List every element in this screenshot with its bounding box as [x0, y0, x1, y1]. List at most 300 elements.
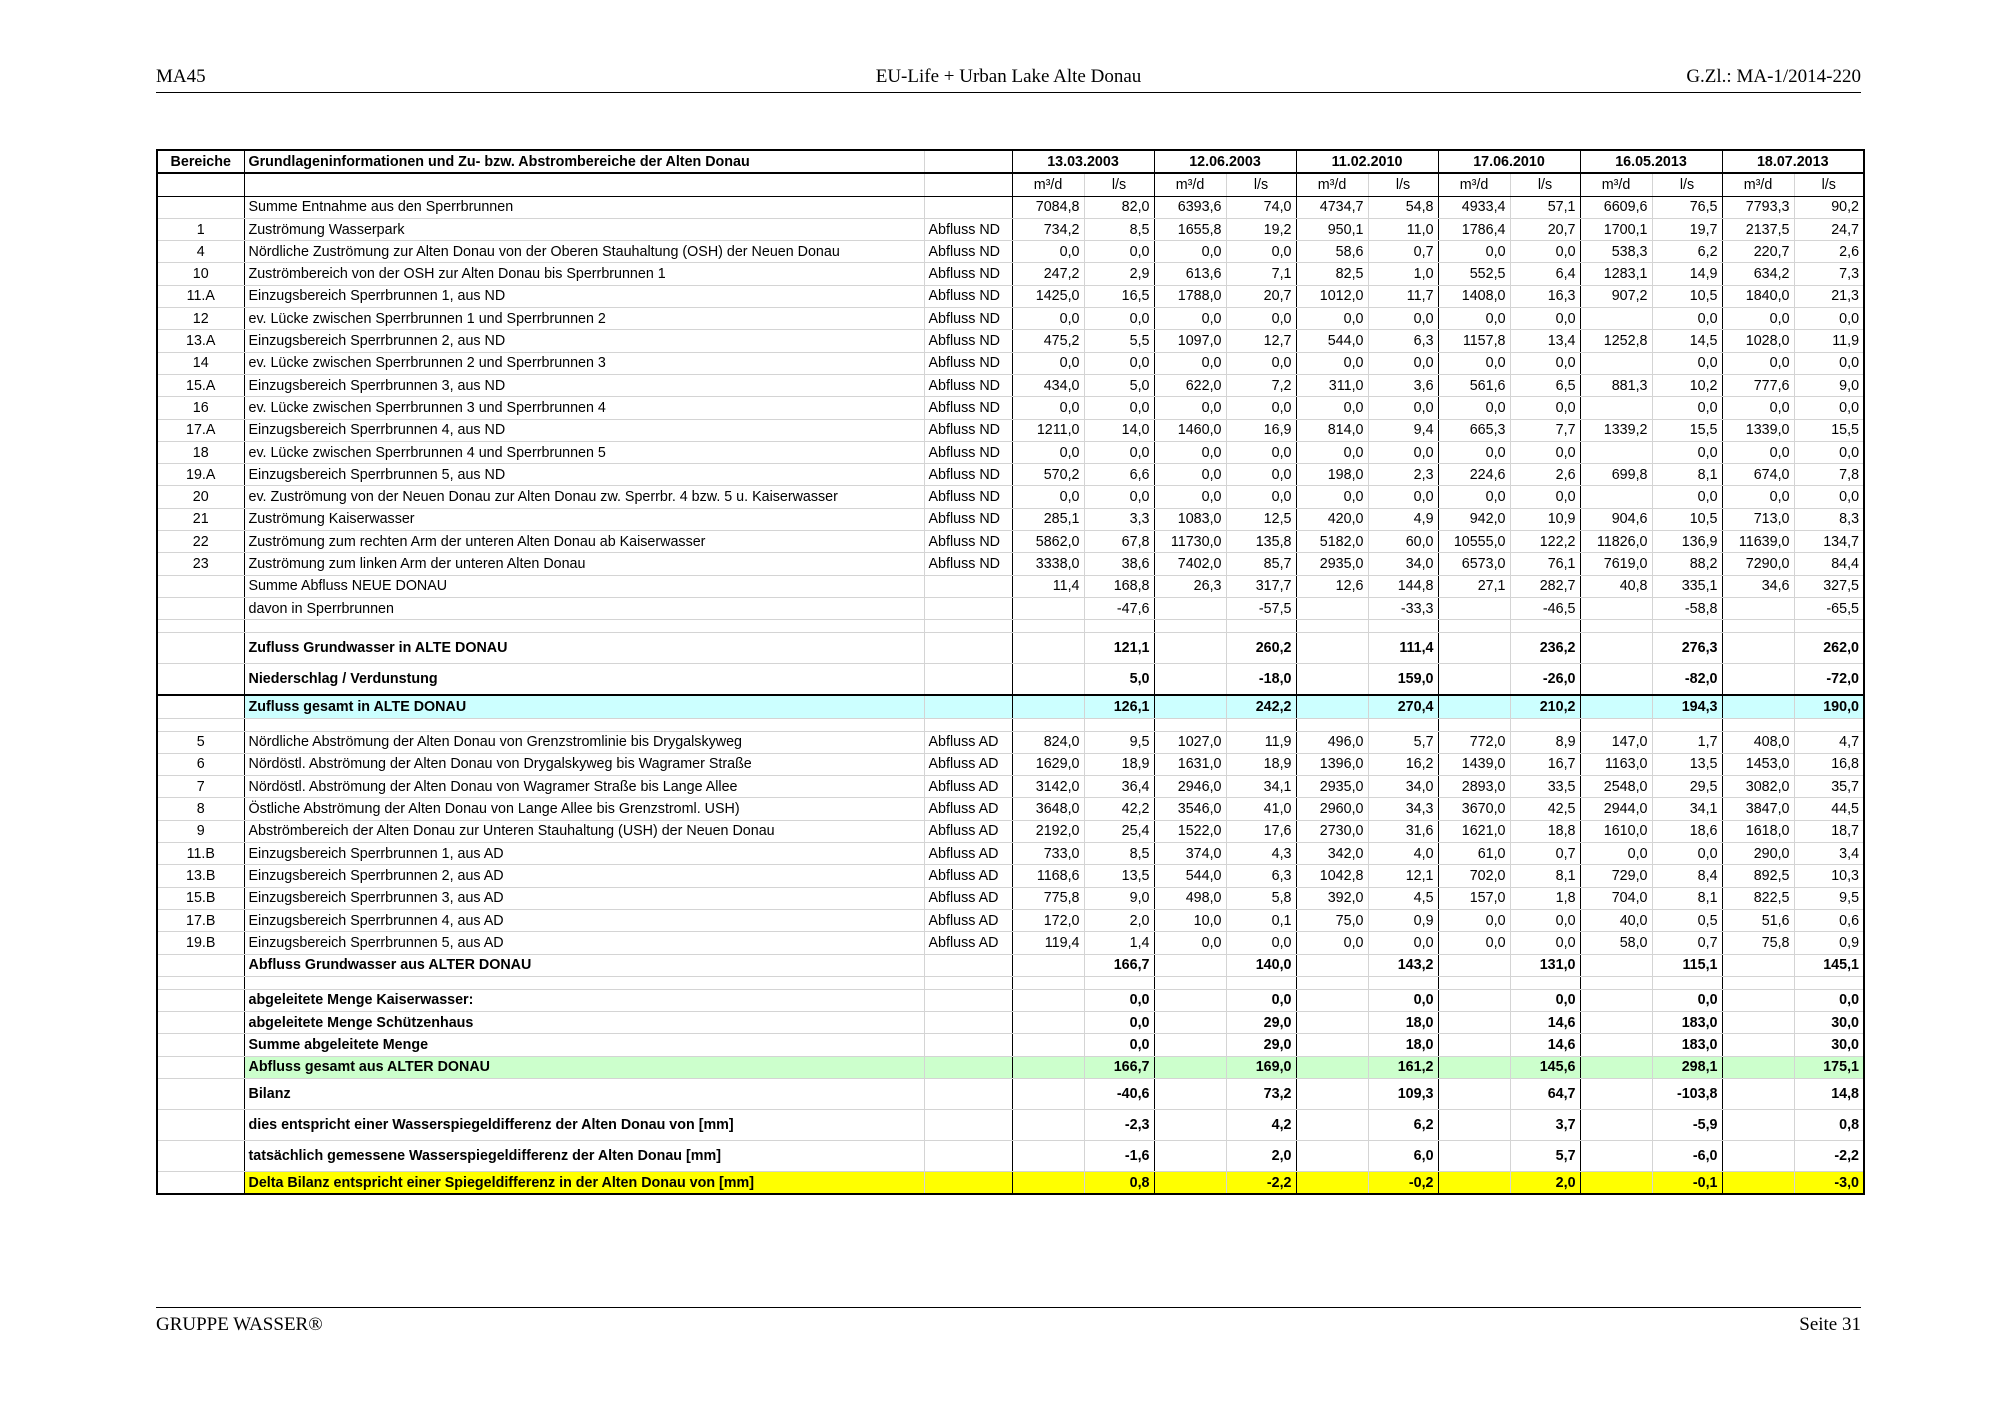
table-cell [1084, 718, 1154, 731]
bereich-id: 22 [157, 531, 244, 553]
summary-description: abgeleitete Menge Kaiserwasser: [244, 989, 924, 1011]
row-value: 29,0 [1226, 1034, 1296, 1056]
row-type [924, 1034, 1012, 1056]
unit-m3d: m³/d [1438, 173, 1510, 196]
row-description: Zuströmung zum linken Arm der unteren Alten Donau [244, 553, 924, 575]
summary-row [157, 1078, 1864, 1109]
row-value: -40,6 [1084, 1078, 1154, 1109]
page-footer [156, 1307, 1861, 1342]
row-value [1580, 1034, 1652, 1056]
row-value [1438, 1171, 1510, 1194]
row-value [1722, 1056, 1794, 1078]
table-cell [1154, 718, 1226, 731]
bereich-id: 13.B [157, 865, 244, 887]
row-description: Nördliche Abströmung der Alten Donau von Grenzstromlinie bis Drygalskyweg [244, 731, 924, 753]
row-value: 0,0 [1154, 441, 1226, 463]
row-value: 6,2 [1368, 1109, 1438, 1140]
row-value: 166,7 [1084, 954, 1154, 976]
row-type: Abfluss ND [924, 218, 1012, 240]
row-value [1012, 664, 1084, 696]
summary-description: Abfluss Grundwasser aus ALTER DONAU [244, 954, 924, 976]
row-description: ev. Lücke zwischen Sperrbrunnen 2 und Sperrbrunnen 3 [244, 352, 924, 374]
row-value: 665,3 [1438, 419, 1510, 441]
row-value: 7619,0 [1580, 553, 1652, 575]
row-value: 538,3 [1580, 241, 1652, 263]
row-value: 0,9 [1368, 909, 1438, 931]
row-value: 11,9 [1794, 330, 1864, 352]
row-type: Abfluss AD [924, 843, 1012, 865]
row-description: Einzugsbereich Sperrbrunnen 4, aus AD [244, 909, 924, 931]
row-value [1722, 695, 1794, 718]
row-value: 136,9 [1652, 531, 1722, 553]
row-value: 4,3 [1226, 843, 1296, 865]
row-value: 131,0 [1510, 954, 1580, 976]
row-value: 2946,0 [1154, 776, 1226, 798]
row-value [1296, 597, 1368, 619]
bereich-id: 19.B [157, 932, 244, 954]
row-value: 4,0 [1368, 843, 1438, 865]
row-value: 0,0 [1580, 843, 1652, 865]
row-value: 0,0 [1510, 397, 1580, 419]
row-value: 822,5 [1722, 887, 1794, 909]
row-value: 73,2 [1226, 1078, 1296, 1109]
table-cell [1652, 718, 1722, 731]
row-value: 40,0 [1580, 909, 1652, 931]
row-value: 16,3 [1510, 285, 1580, 307]
row-value: 824,0 [1012, 731, 1084, 753]
row-value: 270,4 [1368, 695, 1438, 718]
row-value: 2,9 [1084, 263, 1154, 285]
table-cell [1438, 976, 1510, 989]
row-value: 19,2 [1226, 218, 1296, 240]
row-value: 172,0 [1012, 909, 1084, 931]
row-value: 0,5 [1652, 909, 1722, 931]
row-value: 317,7 [1226, 575, 1296, 597]
row-value: 0,0 [1652, 843, 1722, 865]
row-value: 85,7 [1226, 553, 1296, 575]
row-value: 126,1 [1084, 695, 1154, 718]
row-value: 0,0 [1652, 308, 1722, 330]
row-value: 19,7 [1652, 218, 1722, 240]
row-value: 0,0 [1438, 932, 1510, 954]
row-value [1296, 633, 1368, 664]
table-row [157, 196, 1864, 218]
row-value: 6393,6 [1154, 196, 1226, 218]
row-value: 734,2 [1012, 218, 1084, 240]
row-value: 10,3 [1794, 865, 1864, 887]
row-value: 475,2 [1012, 330, 1084, 352]
row-value: 342,0 [1296, 843, 1368, 865]
row-value: 1786,4 [1438, 218, 1510, 240]
row-description: ev. Lücke zwischen Sperrbrunnen 4 und Sperrbrunnen 5 [244, 441, 924, 463]
row-type [924, 989, 1012, 1011]
row-value: 814,0 [1296, 419, 1368, 441]
row-value: 1629,0 [1012, 753, 1084, 775]
row-description: Einzugsbereich Sperrbrunnen 3, aus AD [244, 887, 924, 909]
table-cell [1368, 718, 1438, 731]
row-value: 224,6 [1438, 464, 1510, 486]
spacer-row [157, 620, 1864, 633]
row-value [1154, 1034, 1226, 1056]
row-value: 210,2 [1510, 695, 1580, 718]
row-description: Einzugsbereich Sperrbrunnen 3, aus ND [244, 374, 924, 396]
table-cell [924, 173, 1012, 196]
footer-right: Seite 31 [1799, 1314, 1861, 1335]
row-value: 729,0 [1580, 865, 1652, 887]
row-value: 236,2 [1510, 633, 1580, 664]
table-row [157, 263, 1864, 285]
bereich-id: 16 [157, 397, 244, 419]
table-row [157, 865, 1864, 887]
header-center: EU-Life + Urban Lake Alte Donau [875, 66, 1142, 87]
row-value: 12,7 [1226, 330, 1296, 352]
row-value: 9,0 [1084, 887, 1154, 909]
row-value: 0,0 [1226, 989, 1296, 1011]
row-value: 90,2 [1794, 196, 1864, 218]
row-value: 2,0 [1226, 1140, 1296, 1171]
row-value: 1083,0 [1154, 508, 1226, 530]
row-value: 0,0 [1510, 932, 1580, 954]
row-value: 34,1 [1652, 798, 1722, 820]
row-value: 0,0 [1438, 352, 1510, 374]
summary-description: Zufluss Grundwasser in ALTE DONAU [244, 633, 924, 664]
row-value [1722, 597, 1794, 619]
bereich-id [157, 1171, 244, 1194]
row-value: 881,3 [1580, 374, 1652, 396]
row-value: 2893,0 [1438, 776, 1510, 798]
row-value: 0,1 [1226, 909, 1296, 931]
row-value: 13,4 [1510, 330, 1580, 352]
table-row [157, 932, 1864, 954]
row-value: 12,1 [1368, 865, 1438, 887]
row-value [1580, 1078, 1652, 1109]
unit-ls: l/s [1084, 173, 1154, 196]
summary-row [157, 695, 1864, 718]
bereich-id: 17.A [157, 419, 244, 441]
row-value: 0,0 [1226, 397, 1296, 419]
row-value [1438, 1012, 1510, 1034]
row-value: -26,0 [1510, 664, 1580, 696]
row-value: 12,6 [1296, 575, 1368, 597]
row-value [1580, 352, 1652, 374]
row-value: 25,4 [1084, 820, 1154, 842]
row-value: 3670,0 [1438, 798, 1510, 820]
table-cell [1368, 620, 1438, 633]
row-value: 7,2 [1226, 374, 1296, 396]
row-value [1438, 597, 1510, 619]
row-value: 1655,8 [1154, 218, 1226, 240]
unit-m3d: m³/d [1722, 173, 1794, 196]
row-value [1580, 441, 1652, 463]
row-type: Abfluss AD [924, 909, 1012, 931]
row-value: 0,0 [1722, 308, 1794, 330]
row-value: 892,5 [1722, 865, 1794, 887]
row-value: 1618,0 [1722, 820, 1794, 842]
row-value: 18,7 [1794, 820, 1864, 842]
row-description: Zuströmung zum rechten Arm der unteren Alten Donau ab Kaiserwasser [244, 531, 924, 553]
row-value: 88,2 [1652, 553, 1722, 575]
summary-description: Bilanz [244, 1078, 924, 1109]
row-value [1012, 633, 1084, 664]
row-value: 119,4 [1012, 932, 1084, 954]
row-value: 285,1 [1012, 508, 1084, 530]
row-value: 0,0 [1368, 486, 1438, 508]
row-value: 0,7 [1510, 843, 1580, 865]
row-value: 16,8 [1794, 753, 1864, 775]
table-cell [1722, 976, 1794, 989]
row-value: 702,0 [1438, 865, 1510, 887]
row-type: Abfluss ND [924, 330, 1012, 352]
row-type: Abfluss ND [924, 285, 1012, 307]
row-value: 247,2 [1012, 263, 1084, 285]
row-value: 34,0 [1368, 553, 1438, 575]
row-value: 115,1 [1652, 954, 1722, 976]
row-value: 1439,0 [1438, 753, 1510, 775]
row-value: 6609,6 [1580, 196, 1652, 218]
row-value: 2,0 [1084, 909, 1154, 931]
row-value: 144,8 [1368, 575, 1438, 597]
row-value: 1,4 [1084, 932, 1154, 954]
row-value: 7,3 [1794, 263, 1864, 285]
row-value: 8,1 [1510, 865, 1580, 887]
row-value: 30,0 [1794, 1012, 1864, 1034]
row-value: -57,5 [1226, 597, 1296, 619]
row-value [1012, 1034, 1084, 1056]
row-value: -2,2 [1226, 1171, 1296, 1194]
col-header-date: 12.06.2003 [1154, 150, 1296, 173]
row-type [924, 954, 1012, 976]
table-cell [157, 718, 244, 731]
row-value: 10,5 [1652, 508, 1722, 530]
row-value [1012, 695, 1084, 718]
row-value: 0,0 [1652, 441, 1722, 463]
row-value: 1610,0 [1580, 820, 1652, 842]
row-value: 5,7 [1368, 731, 1438, 753]
row-value [1296, 664, 1368, 696]
row-value: 0,0 [1296, 352, 1368, 374]
row-value: 0,0 [1012, 241, 1084, 263]
row-value: 33,5 [1510, 776, 1580, 798]
row-value: 298,1 [1652, 1056, 1722, 1078]
row-value [1012, 1078, 1084, 1109]
row-value: 674,0 [1722, 464, 1794, 486]
col-header-bereiche: Bereiche [157, 150, 244, 173]
row-type [924, 1078, 1012, 1109]
row-value: 61,0 [1438, 843, 1510, 865]
row-value: 0,0 [1226, 441, 1296, 463]
table-row [157, 776, 1864, 798]
table-cell [1226, 620, 1296, 633]
row-value: 311,0 [1296, 374, 1368, 396]
bereich-id [157, 1012, 244, 1034]
row-value: 1453,0 [1722, 753, 1794, 775]
row-value: 16,5 [1084, 285, 1154, 307]
row-value: 8,5 [1084, 843, 1154, 865]
row-value: 20,7 [1226, 285, 1296, 307]
summary-description: Summe Abfluss NEUE DONAU [244, 575, 924, 597]
row-value [1438, 1034, 1510, 1056]
row-value: 0,0 [1368, 989, 1438, 1011]
summary-description: dies entspricht einer Wasserspiegeldifferenz der Alten Donau von [mm] [244, 1109, 924, 1140]
row-value: 29,0 [1226, 1012, 1296, 1034]
table-row [157, 553, 1864, 575]
table-row [157, 464, 1864, 486]
row-value: 0,0 [1154, 241, 1226, 263]
row-type: Abfluss AD [924, 820, 1012, 842]
row-value: 84,4 [1794, 553, 1864, 575]
row-value: 67,8 [1084, 531, 1154, 553]
row-value: 1252,8 [1580, 330, 1652, 352]
row-value: 3,4 [1794, 843, 1864, 865]
row-value [1154, 664, 1226, 696]
table-cell [1722, 718, 1794, 731]
table-row [157, 843, 1864, 865]
row-value: -47,6 [1084, 597, 1154, 619]
table-row [157, 731, 1864, 753]
row-description: Nördöstl. Abströmung der Alten Donau von Wagramer Straße bis Lange Allee [244, 776, 924, 798]
water-balance-table [156, 149, 1865, 1195]
row-value: 0,0 [1510, 989, 1580, 1011]
table-row [157, 308, 1864, 330]
row-value: -72,0 [1794, 664, 1864, 696]
col-header-date: 17.06.2010 [1438, 150, 1580, 173]
bereich-id: 5 [157, 731, 244, 753]
row-value: 0,0 [1084, 1012, 1154, 1034]
row-value: 34,6 [1722, 575, 1794, 597]
row-value [1580, 695, 1652, 718]
row-value [1722, 1140, 1794, 1171]
row-value: 0,0 [1154, 486, 1226, 508]
row-value: 613,6 [1154, 263, 1226, 285]
row-value: 6,0 [1368, 1140, 1438, 1171]
row-value [1580, 1056, 1652, 1078]
row-value: 145,1 [1794, 954, 1864, 976]
row-value: 18,8 [1510, 820, 1580, 842]
row-value: 2,6 [1794, 241, 1864, 263]
summary-row [157, 989, 1864, 1011]
row-value: 942,0 [1438, 508, 1510, 530]
row-type: Abfluss ND [924, 531, 1012, 553]
table-cell [1226, 718, 1296, 731]
row-value: 1425,0 [1012, 285, 1084, 307]
row-value: -0,1 [1652, 1171, 1722, 1194]
row-value: 1012,0 [1296, 285, 1368, 307]
row-value: 0,0 [1226, 308, 1296, 330]
row-description: Abströmbereich der Alten Donau zur Unteren Stauhaltung (USH) der Neuen Donau [244, 820, 924, 842]
bereich-id: 11.B [157, 843, 244, 865]
row-value: 713,0 [1722, 508, 1794, 530]
table-row [157, 419, 1864, 441]
row-value: 570,2 [1012, 464, 1084, 486]
table-cell [1510, 718, 1580, 731]
row-value: 1631,0 [1154, 753, 1226, 775]
summary-row [157, 1012, 1864, 1034]
row-value [1722, 1109, 1794, 1140]
row-value: 0,0 [1438, 909, 1510, 931]
row-value [1722, 1171, 1794, 1194]
row-value: 11826,0 [1580, 531, 1652, 553]
row-value: 35,7 [1794, 776, 1864, 798]
row-value: 76,1 [1510, 553, 1580, 575]
row-value: 194,3 [1652, 695, 1722, 718]
row-value: 1157,8 [1438, 330, 1510, 352]
table-cell [1580, 976, 1652, 989]
row-value: 0,0 [1510, 241, 1580, 263]
row-value: 18,6 [1652, 820, 1722, 842]
row-value: 1700,1 [1580, 218, 1652, 240]
row-value [1722, 1078, 1794, 1109]
row-value: -0,2 [1368, 1171, 1438, 1194]
row-value: 190,0 [1794, 695, 1864, 718]
unit-m3d: m³/d [1580, 173, 1652, 196]
row-type [924, 597, 1012, 619]
summary-row [157, 954, 1864, 976]
row-value: 1840,0 [1722, 285, 1794, 307]
bereich-id [157, 1056, 244, 1078]
row-value: 2548,0 [1580, 776, 1652, 798]
row-value: 41,0 [1226, 798, 1296, 820]
row-value [1296, 695, 1368, 718]
row-value: 29,5 [1652, 776, 1722, 798]
row-value: 4734,7 [1296, 196, 1368, 218]
row-description: ev. Lücke zwischen Sperrbrunnen 3 und Sperrbrunnen 4 [244, 397, 924, 419]
row-value: 777,6 [1722, 374, 1794, 396]
row-value: 699,8 [1580, 464, 1652, 486]
row-value: 24,7 [1794, 218, 1864, 240]
row-value: 0,0 [1368, 397, 1438, 419]
row-value: 0,0 [1012, 397, 1084, 419]
row-value [1438, 664, 1510, 696]
row-value [1580, 664, 1652, 696]
row-value: 4,5 [1368, 887, 1438, 909]
bereich-id [157, 989, 244, 1011]
table-row [157, 218, 1864, 240]
row-type [924, 1056, 1012, 1078]
row-value [1580, 308, 1652, 330]
row-value: 109,3 [1368, 1078, 1438, 1109]
row-value: 6573,0 [1438, 553, 1510, 575]
row-value [1154, 597, 1226, 619]
row-value: 392,0 [1296, 887, 1368, 909]
row-value: 10555,0 [1438, 531, 1510, 553]
row-type: Abfluss ND [924, 508, 1012, 530]
bereich-id: 11.A [157, 285, 244, 307]
row-value: 1339,2 [1580, 419, 1652, 441]
row-value: 159,0 [1368, 664, 1438, 696]
row-value: 9,5 [1794, 887, 1864, 909]
row-value: 4,2 [1226, 1109, 1296, 1140]
row-value: 42,2 [1084, 798, 1154, 820]
row-value: 496,0 [1296, 731, 1368, 753]
table-cell [1794, 620, 1864, 633]
row-value: 2137,5 [1722, 218, 1794, 240]
bereich-id: 7 [157, 776, 244, 798]
row-value: 5,0 [1084, 374, 1154, 396]
summary-row [157, 597, 1864, 619]
row-value: -1,6 [1084, 1140, 1154, 1171]
row-value: 1788,0 [1154, 285, 1226, 307]
row-description: Einzugsbereich Sperrbrunnen 5, aus ND [244, 464, 924, 486]
row-value: 2960,0 [1296, 798, 1368, 820]
unit-ls: l/s [1794, 173, 1864, 196]
row-value: 3338,0 [1012, 553, 1084, 575]
summary-description: Abfluss gesamt aus ALTER DONAU [244, 1056, 924, 1078]
row-value: 0,0 [1652, 397, 1722, 419]
row-type: Abfluss ND [924, 263, 1012, 285]
row-value: 157,0 [1438, 887, 1510, 909]
row-value: 1042,8 [1296, 865, 1368, 887]
row-value: 26,3 [1154, 575, 1226, 597]
